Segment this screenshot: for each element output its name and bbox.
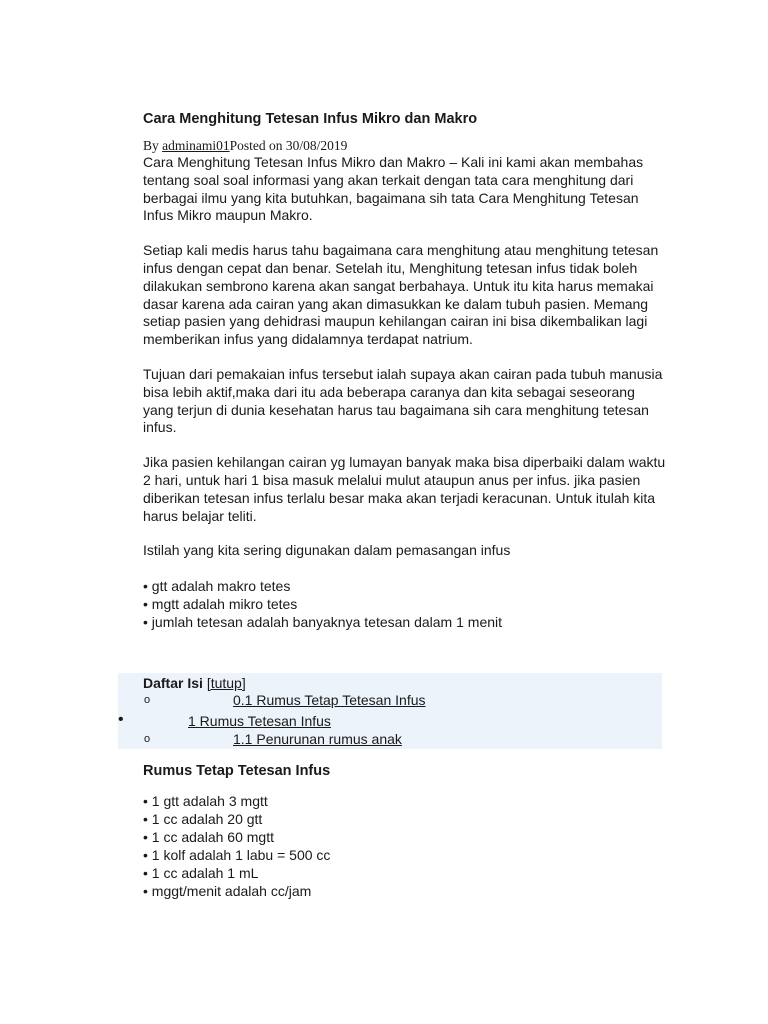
toc-toggle-link[interactable]: [tutup]: [206, 675, 246, 691]
toc-link-rumus-tetesan[interactable]: 1 Rumus Tetesan Infus: [188, 713, 331, 729]
byline: [143, 138, 668, 154]
paragraph-tujuan: Tujuan dari pemakaian infus tersebut ialah supaya akan cairan pada tubuh manusia bisa lebih aktif,maka dari itu ada beberapa caranya dan kita sebagai seseorang yang terjun di dunia kesehatan harus tau bagaimana sih cara menghitung tetesan infus.: [143, 365, 663, 436]
list-item: • 1 kolf adalah 1 labu = 500 cc: [143, 847, 331, 863]
terms-list: [143, 577, 668, 631]
paragraph-setiap: Setiap kali medis harus tahu bagaimana cara menghitung atau menghitung tetesan infus dengan cepat dan benar. Setelah itu, Menghitung tetesan infus tidak boleh dilakukan sembrono karena akan sangat berbahaya. Untuk itu kita harus memakai dasar karena ada cairan yang akan dimasukkan ke dalam tubuh pasien. Memang setiap pasien yang dehidrasi maupun kehilangan cairan ini bisa dikembalikan lagi memberikan infus yang didalamnya terdapat natrium.: [143, 242, 659, 348]
list-item: • jumlah tetesan adalah banyaknya tetesan dalam 1 menit: [143, 614, 503, 631]
toc-header: [143, 674, 246, 692]
article-title: Cara Menghitung Tetesan Infus Mikro dan Makro: [143, 111, 478, 127]
author-link[interactable]: adminami01: [162, 138, 230, 153]
byline-prefix: By: [143, 138, 163, 153]
formula-list: [143, 792, 330, 900]
toc-marker: o: [144, 694, 151, 706]
paragraph-jika: Jika pasien kehilangan cairan yg lumayan banyak maka bisa diperbaiki dalam waktu 2 hari, untuk hari 1 bisa masuk melalui mulut ataupun anus per infus. jika pasien diberikan tetesan infus terlalu besar maka akan terjadi keracunan. Untuk itulah kita harus belajar teliti.: [143, 454, 666, 524]
posted-date: Posted on 30/08/2019: [229, 138, 348, 153]
toc-marker: •: [118, 711, 124, 728]
list-item: • mggt/menit adalah cc/jam: [143, 883, 312, 899]
paragraph-istilah: Istilah yang kita sering digunakan dalam pemasangan infus: [143, 542, 511, 559]
list-item: • 1 cc adalah 20 gtt: [143, 811, 263, 827]
list-item: • 1 cc adalah 60 mgtt: [143, 829, 274, 845]
toc-title: Daftar Isi: [143, 675, 203, 691]
list-item: • mgtt adalah mikro tetes: [143, 596, 298, 613]
toc-link-rumus-tetap[interactable]: 0.1 Rumus Tetap Tetesan Infus: [233, 692, 426, 708]
article: [143, 110, 668, 631]
toc-marker: o: [144, 733, 151, 745]
list-item: • 1 gtt adalah 3 mgtt: [143, 793, 268, 809]
table-of-contents: [118, 673, 662, 749]
list-item: • gtt adalah makro tetes: [143, 578, 291, 595]
paragraph-intro: Cara Menghitung Tetesan Infus Mikro dan Makro – Kali ini kami akan membahas tentang soal soal informasi yang akan terkait dengan tata cara menghitung dari berbagai ilmu yang kita butuhkan, bagaimana sih tata Cara Menghitung Tetesan Infus Mikro maupun Makro.: [143, 154, 644, 224]
article-body: [143, 154, 668, 631]
section-title: Rumus Tetap Tetesan Infus: [143, 763, 331, 779]
toc-link-penurunan-rumus[interactable]: 1.1 Penurunan rumus anak: [233, 731, 402, 747]
list-item: • 1 cc adalah 1 mL: [143, 865, 259, 881]
